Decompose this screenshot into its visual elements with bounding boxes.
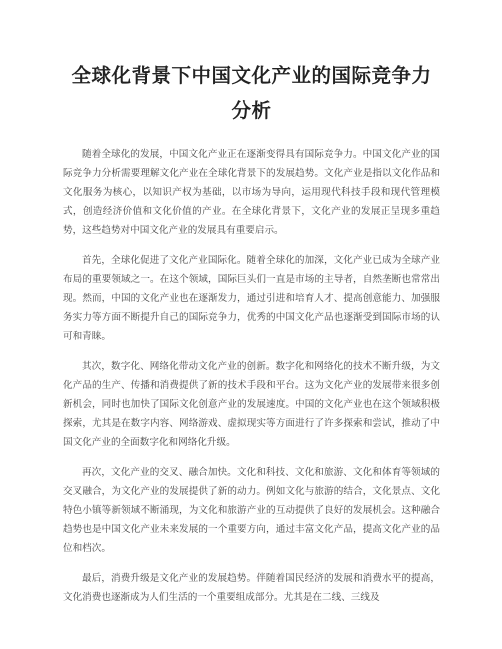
paragraph-2: 首先，全球化促进了文化产业国际化。随着全球化的加深，文化产业已成为全球产业布局的重要领域之一。在这个领域，国际巨头们一直是市场的主导者，自然垄断也常常出现。然而，中国的文化产业也在逐渐发力，通过引进和培育人才、提高创意能力、加强服务实力等方面不断提升自己的国际竞争力，优秀的中国文化产品也逐渐受到国际市场的认可和青睐。 [63, 255, 440, 342]
document-body [63, 145, 440, 607]
paragraph-1: 随着全球化的发展，中国文化产业正在逐渐变得具有国际竞争力。中国文化产业的国际竞争力分析需要理解文化产业在全球化背景下的发展趋势。文化产业是指以文化作品和文化服务为核心，以知识产权为基础，以市场为导向，运用现代科技手段和现代管理模式，创造经济价值和文化价值的产业。在全球化背景下，文化产业的发展正呈现多重趋势，这些趋势对中国文化产业的发展具有重要启示。 [63, 149, 440, 236]
paragraph-5: 最后，消费升级是文化产业的发展趋势。伴随着国民经济的发展和消费水平的提高，文化消费也逐渐成为人们生活的一个重要组成部分。尤其是在二线、三线及 [63, 573, 440, 603]
paragraph-4: 再次，文化产业的交叉、融合加快。文化和科技、文化和旅游、文化和体育等领域的交叉融合，为文化产业的发展提供了新的动力。例如文化与旅游的结合，文化景点、文化特色小镇等新领域不断涌现，为文化和旅游产业的互动提供了良好的发展机会。这种融合趋势也是中国文化产业未来发展的一个重要方向，通过丰富文化产品，提高文化产业的品位和档次。 [63, 467, 440, 554]
paragraph-3: 其次，数字化、网络化带动文化产业的创新。数字化和网络化的技术不断升级，为文化产品的生产、传播和消费提供了新的技术手段和平台。这为文化产业的发展带来很多创新机会，同时也加快了国际文化创意产业的发展速度。中国的文化产业也在这个领域积极探索，尤其是在数字内容、网络游戏、虚拟现实等方面进行了许多探索和尝试，推动了中国文化产业的全面数字化和网络化升级。 [63, 361, 440, 448]
document-title: 全球化背景下中国文化产业的国际竞争力分析 [71, 64, 432, 122]
